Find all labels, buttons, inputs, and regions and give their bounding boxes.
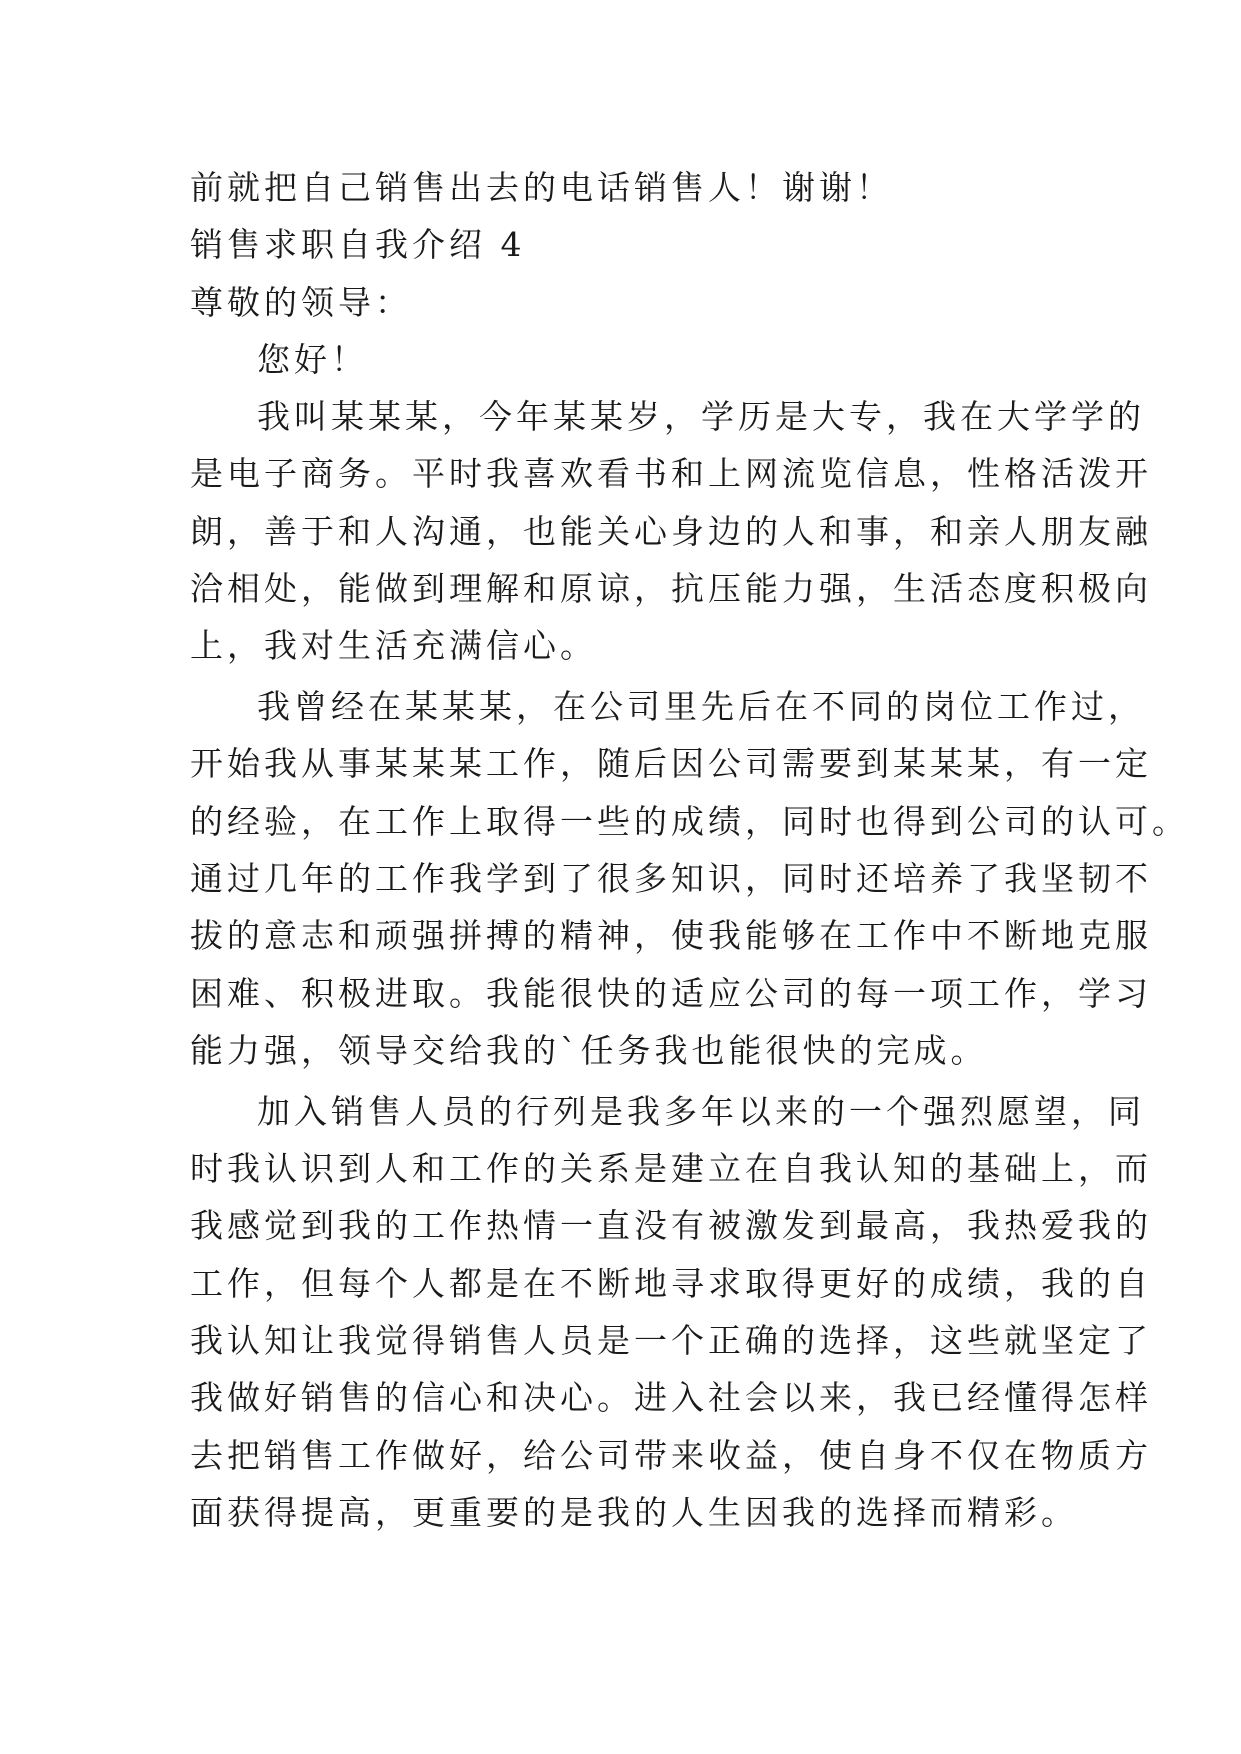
paragraph-line: 困难、积极进取。我能很快的适应公司的每一项工作，学习 [190,974,1152,1013]
paragraph-line: 开始我从事某某某工作，随后因公司需要到某某某，有一定 [190,744,1152,783]
paragraph-line: 能力强，领导交给我的`任务我也能很快的完成。 [190,1031,988,1070]
paragraph-line: 是电子商务。平时我喜欢看书和上网流览信息，性格活泼开 [190,454,1152,493]
paragraph-line: 上，我对生活充满信心。 [190,626,597,665]
continuation-line: 前就把自己销售出去的电话销售人！谢谢！ [190,168,893,207]
paragraph-line: 我感觉到我的工作热情一直没有被激发到最高，我热爱我的 [190,1206,1152,1245]
paragraph-line: 拔的意志和顽强拼搏的精神，使我能够在工作中不断地克服 [190,916,1152,955]
salutation: 尊敬的领导： [190,283,412,322]
paragraph-line: 洽相处，能做到理解和原谅，抗压能力强，生活态度积极向 [190,569,1152,608]
paragraph-line: 时我认识到人和工作的关系是建立在自我认知的基础上，而 [190,1149,1152,1188]
paragraph-line: 我叫某某某，今年某某岁，学历是大专，我在大学学的 [257,397,1145,436]
paragraph-line: 我认知让我觉得销售人员是一个正确的选择，这些就坚定了 [190,1321,1152,1360]
paragraph-line: 我做好销售的信心和决心。进入社会以来，我已经懂得怎样 [190,1378,1152,1417]
paragraph-line: 的经验，在工作上取得一些的成绩，同时也得到公司的认可。 [190,802,1189,841]
section-title: 销售求职自我介绍 4 [190,225,526,264]
greeting: 您好！ [257,340,368,379]
paragraph-line: 去把销售工作做好，给公司带来收益，使自身不仅在物质方 [190,1436,1152,1475]
paragraph-line: 朗，善于和人沟通，也能关心身边的人和事，和亲人朋友融 [190,512,1152,551]
paragraph-line: 我曾经在某某某，在公司里先后在不同的岗位工作过， [257,687,1145,726]
paragraph-line: 加入销售人员的行列是我多年以来的一个强烈愿望，同 [257,1092,1145,1131]
paragraph-line: 面获得提高，更重要的是我的人生因我的选择而精彩。 [190,1493,1078,1532]
paragraph-line: 通过几年的工作我学到了很多知识，同时还培养了我坚韧不 [190,859,1152,898]
paragraph-line: 工作，但每个人都是在不断地寻求取得更好的成绩，我的自 [190,1264,1152,1303]
